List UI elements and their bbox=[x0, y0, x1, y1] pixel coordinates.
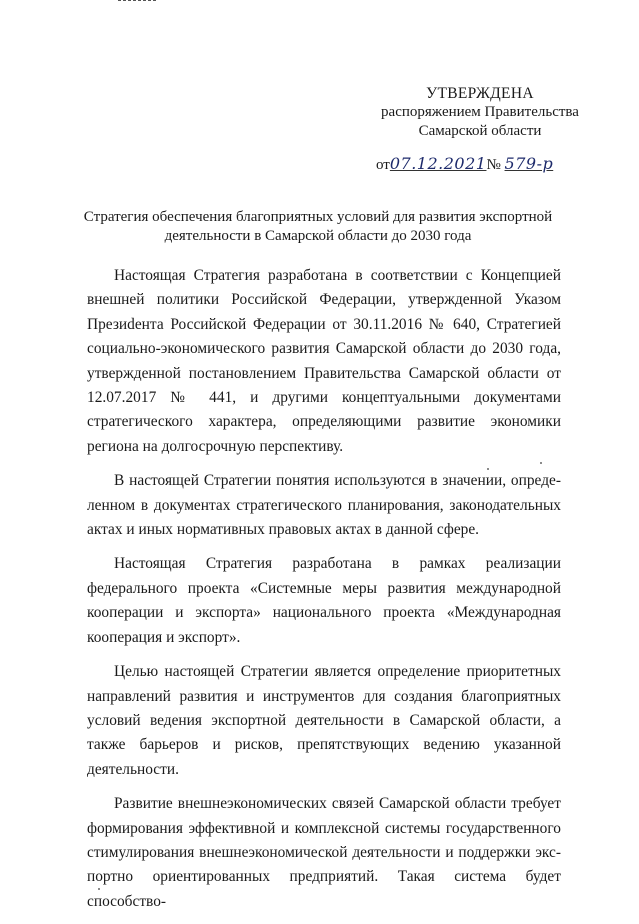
paragraph: В настоящей Стратегии понятия используются в значении, определенном в документах стратегического планирования, законодательных актах и иных нормативных правовых актах в данной сфере. bbox=[87, 472, 561, 539]
scan-artifact-line bbox=[118, 0, 156, 1]
order-date: 07.12.2021 bbox=[389, 154, 487, 173]
order-number: 579-р bbox=[504, 154, 554, 173]
order-from-label: от bbox=[376, 157, 390, 173]
title-line-2: деятельности в Самарской области до 2030 года bbox=[164, 228, 472, 244]
paragraph: Целью настоящей Стратегии является определение приоритетных направлений развития и инструментов для создания благоприятных условий ведения экспортной деятельности в Самарской области, а также барьеров и рисков, препятствующих ведению указанной деятельности. bbox=[87, 663, 561, 778]
paragraph: Настоящая Стратегия разработана в рамках реализации федерального проекта «Системные меры развития международной кооперации и экспорта» национального проекта «Международная кооперация и экспорт». bbox=[87, 555, 561, 646]
title-line-1: Стратегия обеспечения благоприятных условий для развития экспортной bbox=[83, 209, 553, 225]
approval-stamp-block bbox=[330, 84, 630, 141]
document-title bbox=[40, 208, 596, 246]
paragraph: Развитие внешнеэкономических связей Самарской области требует формирования эффективной и комплексной системы государственного стимулирования внешнеэкономической деятельности и поддержки экспортно ориентированных предприятий. Такая система будет способство- bbox=[87, 795, 561, 910]
order-reference bbox=[376, 154, 553, 175]
approval-line-1: распоряжением Правительства bbox=[381, 104, 579, 120]
approval-heading: УТВЕРЖДЕНА bbox=[426, 85, 534, 102]
approval-line-2: Самарской области bbox=[418, 123, 542, 139]
paragraph: Настоящая Стратегия разработана в соответствии с Концепцией внешней политики Российской Федерации, утвержденной Указом Презиdента Российской Федерации от 30.11.2016 № 640, Стратегией социально-экономического развития Самарской области до 2030 года, утвержденной постановлением Правительства Самарской области от 12.07.2017 № 441, и другими концептуальными документами стратегического характера, определяющими развитие экономики региона на долгосрочную перспективу. bbox=[87, 267, 561, 455]
order-number-label: № bbox=[486, 157, 501, 173]
document-body bbox=[87, 264, 561, 924]
